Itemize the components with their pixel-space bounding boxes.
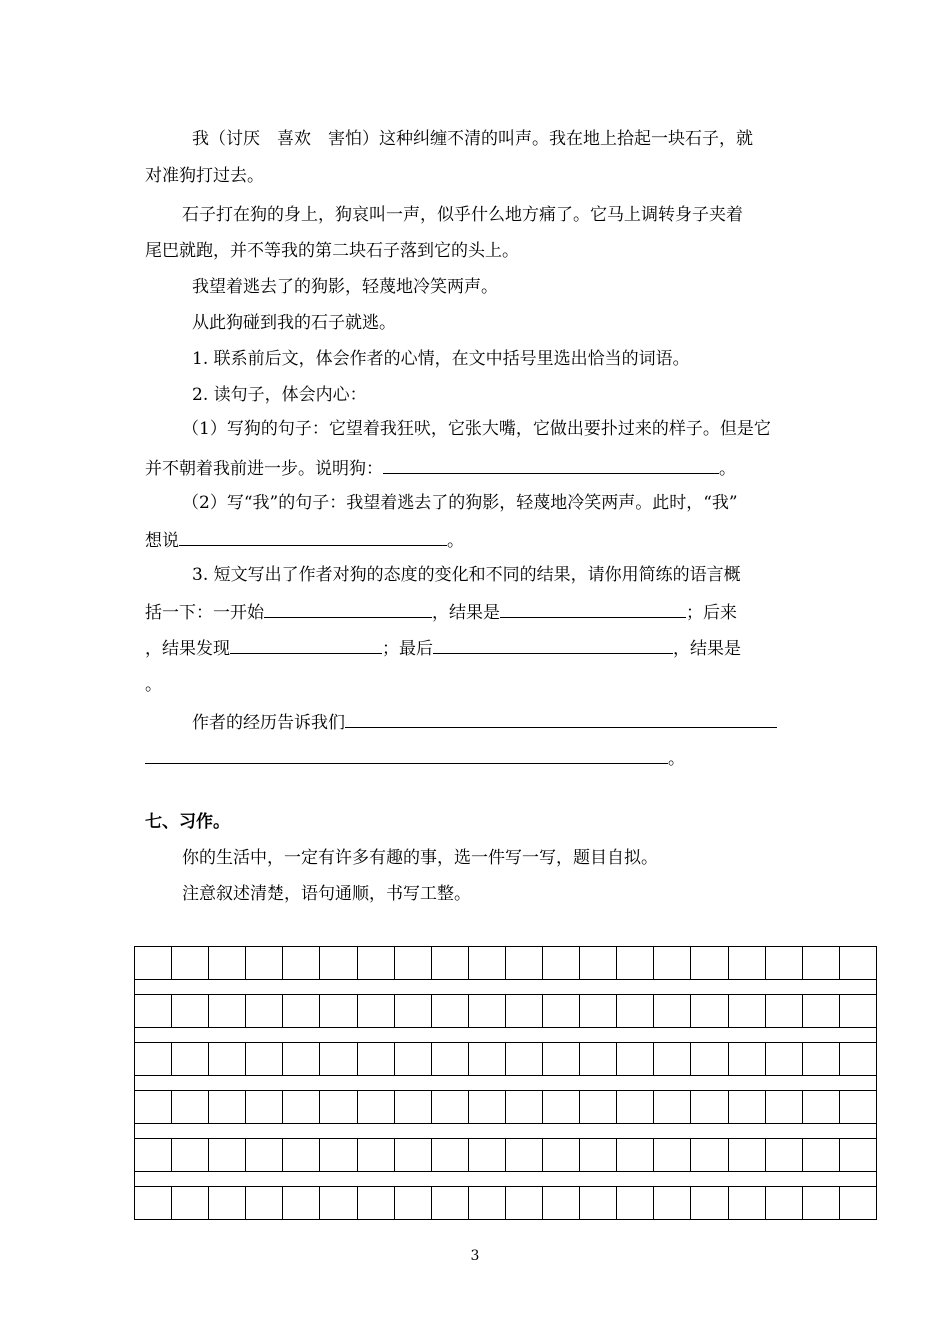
grid-cell[interactable] — [803, 995, 840, 1027]
end-period: 。 — [668, 749, 685, 769]
question-3-line-a: 3. 短文写出了作者对狗的态度的变化和不同的结果，请你用简练的语言概 — [192, 565, 741, 585]
section-7-instruction-2: 注意叙述清楚，语句通顺，书写工整。 — [182, 884, 471, 904]
grid-cell[interactable] — [246, 995, 283, 1027]
grid-cell[interactable] — [283, 1139, 320, 1171]
grid-cell[interactable] — [506, 1091, 543, 1123]
grid-cell[interactable] — [840, 1187, 877, 1219]
grid-cell[interactable] — [543, 995, 580, 1027]
grid-cell[interactable] — [395, 995, 432, 1027]
grid-cell[interactable] — [729, 1139, 766, 1171]
grid-cell[interactable] — [320, 947, 357, 979]
passage-line-3: 石子打在狗的身上，狗哀叫一声，似乎什么地方痛了。它马上调转身子夹着 — [182, 205, 743, 225]
grid-cell[interactable] — [506, 1043, 543, 1075]
grid-cell[interactable] — [172, 947, 209, 979]
grid-cell[interactable] — [246, 1187, 283, 1219]
grid-cell[interactable] — [283, 1043, 320, 1075]
grid-cell[interactable] — [358, 1043, 395, 1075]
question-3-line-c — [145, 636, 741, 660]
grid-cell[interactable] — [691, 1187, 728, 1219]
grid-cell[interactable] — [283, 947, 320, 979]
grid-cell[interactable] — [506, 1139, 543, 1171]
grid-cell[interactable] — [543, 947, 580, 979]
grid-cell[interactable] — [320, 1091, 357, 1123]
answer-blank-3-later[interactable] — [230, 636, 382, 654]
answer-blank-4-b[interactable] — [145, 746, 668, 764]
grid-cell[interactable] — [135, 995, 172, 1027]
grid-cell[interactable] — [617, 1139, 654, 1171]
q3-prompt-later: ；后来 — [686, 603, 737, 623]
grid-row[interactable] — [134, 946, 877, 980]
grid-cell[interactable] — [729, 1187, 766, 1219]
grid-cell[interactable] — [469, 1043, 506, 1075]
grid-cell[interactable] — [803, 1043, 840, 1075]
question-3-line-b — [145, 600, 737, 624]
grid-cell[interactable] — [729, 1043, 766, 1075]
grid-cell[interactable] — [580, 995, 617, 1027]
grid-cell[interactable] — [395, 1139, 432, 1171]
grid-cell[interactable] — [395, 1091, 432, 1123]
grid-gap — [134, 980, 877, 994]
grid-cell[interactable] — [766, 1187, 803, 1219]
grid-cell[interactable] — [358, 995, 395, 1027]
grid-cell[interactable] — [729, 995, 766, 1027]
q3-prompt-first: 括一下：一开始 — [145, 603, 264, 623]
grid-cell[interactable] — [172, 995, 209, 1027]
grid-row[interactable] — [134, 1090, 877, 1124]
grid-cell[interactable] — [691, 995, 728, 1027]
question-2: 2. 读句子，体会内心： — [192, 385, 367, 405]
grid-cell[interactable] — [617, 995, 654, 1027]
grid-cell[interactable] — [172, 1091, 209, 1123]
grid-cell[interactable] — [729, 1091, 766, 1123]
question-3-line-d: 。 — [145, 675, 162, 695]
grid-cell[interactable] — [691, 1091, 728, 1123]
grid-cell[interactable] — [840, 995, 877, 1027]
grid-cell[interactable] — [209, 1139, 246, 1171]
grid-cell[interactable] — [617, 1187, 654, 1219]
grid-cell[interactable] — [506, 995, 543, 1027]
q3-prompt-result: ，结果是 — [432, 603, 500, 623]
grid-cell[interactable] — [246, 1091, 283, 1123]
grid-cell[interactable] — [283, 1187, 320, 1219]
grid-cell[interactable] — [395, 1043, 432, 1075]
grid-cell[interactable] — [172, 1187, 209, 1219]
grid-cell[interactable] — [617, 1091, 654, 1123]
grid-cell[interactable] — [432, 1091, 469, 1123]
grid-cell[interactable] — [469, 995, 506, 1027]
grid-cell[interactable] — [358, 1091, 395, 1123]
grid-cell[interactable] — [358, 947, 395, 979]
question-2-1-line-a: （1）写狗的句子：它望着我狂吠，它张大嘴，它做出要扑过来的样子。但是它 — [182, 419, 771, 439]
question-2-1-line-b — [145, 456, 736, 480]
grid-cell[interactable] — [209, 1187, 246, 1219]
answer-blank-4-a[interactable] — [345, 710, 777, 728]
grid-cell[interactable] — [803, 1091, 840, 1123]
grid-cell[interactable] — [840, 1043, 877, 1075]
grid-cell[interactable] — [766, 1043, 803, 1075]
section-7-instruction-1: 你的生活中，一定有许多有趣的事，选一件写一写，题目自拟。 — [182, 848, 658, 868]
grid-cell[interactable] — [654, 947, 691, 979]
grid-cell[interactable] — [617, 1043, 654, 1075]
question-2-2-line-a: （2）写“我”的句子：我望着逃去了的狗影，轻蔑地冷笑两声。此时，“我” — [182, 493, 738, 513]
question-4-line-b — [145, 746, 685, 770]
answer-blank-2-1[interactable] — [383, 456, 719, 474]
passage-line-4: 尾巴就跑，并不等我的第二块石子落到它的头上。 — [145, 241, 519, 261]
grid-cell[interactable] — [580, 1139, 617, 1171]
grid-cell[interactable] — [172, 1043, 209, 1075]
grid-cell[interactable] — [135, 1187, 172, 1219]
grid-cell[interactable] — [320, 995, 357, 1027]
grid-cell[interactable] — [654, 1139, 691, 1171]
grid-cell[interactable] — [320, 1187, 357, 1219]
grid-cell[interactable] — [469, 947, 506, 979]
grid-cell[interactable] — [283, 1091, 320, 1123]
grid-cell[interactable] — [766, 1091, 803, 1123]
writing-grid[interactable] — [134, 946, 877, 1220]
grid-row[interactable] — [134, 1042, 877, 1076]
answer-blank-3-finally[interactable] — [433, 636, 673, 654]
grid-cell[interactable] — [766, 947, 803, 979]
end-period: 。 — [447, 531, 464, 551]
grid-cell[interactable] — [135, 1139, 172, 1171]
grid-cell[interactable] — [320, 1043, 357, 1075]
page-number: 3 — [470, 1248, 480, 1264]
grid-row[interactable] — [134, 1138, 877, 1172]
q3-prompt-result-2: ，结果是 — [673, 639, 741, 659]
grid-cell[interactable] — [209, 995, 246, 1027]
grid-cell[interactable] — [729, 947, 766, 979]
grid-cell[interactable] — [766, 1139, 803, 1171]
grid-cell[interactable] — [506, 947, 543, 979]
grid-cell[interactable] — [432, 1187, 469, 1219]
grid-cell[interactable] — [209, 947, 246, 979]
grid-cell[interactable] — [172, 1139, 209, 1171]
answer-blank-3-first[interactable] — [264, 600, 432, 618]
grid-cell[interactable] — [654, 995, 691, 1027]
question-1: 1. 联系前后文，体会作者的心情，在文中括号里选出恰当的词语。 — [192, 349, 690, 369]
grid-cell[interactable] — [209, 1091, 246, 1123]
grid-cell[interactable] — [469, 1139, 506, 1171]
grid-cell[interactable] — [432, 1043, 469, 1075]
question-2-1-prompt: 并不朝着我前进一步。说明狗： — [145, 459, 383, 479]
grid-cell[interactable] — [506, 1187, 543, 1219]
question-4-prompt: 作者的经历告诉我们 — [192, 713, 345, 733]
grid-cell[interactable] — [543, 1139, 580, 1171]
q3-prompt-finally: ；最后 — [382, 639, 433, 659]
grid-cell[interactable] — [246, 1139, 283, 1171]
grid-cell[interactable] — [432, 1139, 469, 1171]
grid-cell[interactable] — [543, 1187, 580, 1219]
grid-gap — [134, 1172, 877, 1186]
grid-cell[interactable] — [691, 947, 728, 979]
grid-cell[interactable] — [358, 1187, 395, 1219]
grid-cell[interactable] — [617, 947, 654, 979]
grid-cell[interactable] — [654, 1043, 691, 1075]
grid-cell[interactable] — [358, 1139, 395, 1171]
answer-blank-3-result-1[interactable] — [500, 600, 686, 618]
question-4-line-a — [192, 710, 777, 734]
passage-line-5: 我望着逃去了的狗影，轻蔑地冷笑两声。 — [192, 277, 498, 297]
grid-cell[interactable] — [654, 1187, 691, 1219]
grid-cell[interactable] — [580, 1187, 617, 1219]
grid-cell[interactable] — [840, 1139, 877, 1171]
grid-cell[interactable] — [135, 1091, 172, 1123]
grid-cell[interactable] — [135, 1043, 172, 1075]
grid-cell[interactable] — [246, 1043, 283, 1075]
question-2-2-line-b — [145, 528, 464, 552]
passage-line-2: 对准狗打过去。 — [145, 166, 264, 186]
grid-row[interactable] — [134, 994, 877, 1028]
grid-cell[interactable] — [543, 1043, 580, 1075]
q3-prompt-found: ，结果发现 — [145, 639, 230, 659]
grid-cell[interactable] — [840, 947, 877, 979]
grid-gap — [134, 1076, 877, 1090]
grid-cell[interactable] — [432, 995, 469, 1027]
grid-cell[interactable] — [803, 1187, 840, 1219]
grid-cell[interactable] — [395, 1187, 432, 1219]
grid-cell[interactable] — [654, 1091, 691, 1123]
grid-cell[interactable] — [135, 947, 172, 979]
section-7-title: 七、习作。 — [145, 812, 230, 832]
passage-line-6: 从此狗碰到我的石子就逃。 — [192, 313, 396, 333]
grid-cell[interactable] — [469, 1091, 506, 1123]
grid-cell[interactable] — [691, 1043, 728, 1075]
grid-cell[interactable] — [283, 995, 320, 1027]
grid-cell[interactable] — [840, 1091, 877, 1123]
grid-cell[interactable] — [803, 947, 840, 979]
grid-cell[interactable] — [580, 1091, 617, 1123]
grid-row[interactable] — [134, 1186, 877, 1220]
grid-cell[interactable] — [320, 1139, 357, 1171]
grid-gap — [134, 1028, 877, 1042]
grid-cell[interactable] — [246, 947, 283, 979]
grid-cell[interactable] — [432, 947, 469, 979]
grid-cell[interactable] — [469, 1187, 506, 1219]
grid-cell[interactable] — [580, 1043, 617, 1075]
grid-cell[interactable] — [395, 947, 432, 979]
answer-blank-2-2[interactable] — [179, 528, 447, 546]
passage-line-1: 我（讨厌 喜欢 害怕）这种纠缠不清的叫声。我在地上拾起一块石子，就 — [192, 129, 753, 149]
question-2-2-prompt: 想说 — [145, 531, 179, 551]
grid-cell[interactable] — [803, 1139, 840, 1171]
grid-cell[interactable] — [691, 1139, 728, 1171]
grid-cell[interactable] — [766, 995, 803, 1027]
grid-cell[interactable] — [580, 947, 617, 979]
grid-cell[interactable] — [209, 1043, 246, 1075]
grid-cell[interactable] — [543, 1091, 580, 1123]
grid-gap — [134, 1124, 877, 1138]
end-period: 。 — [719, 459, 736, 479]
